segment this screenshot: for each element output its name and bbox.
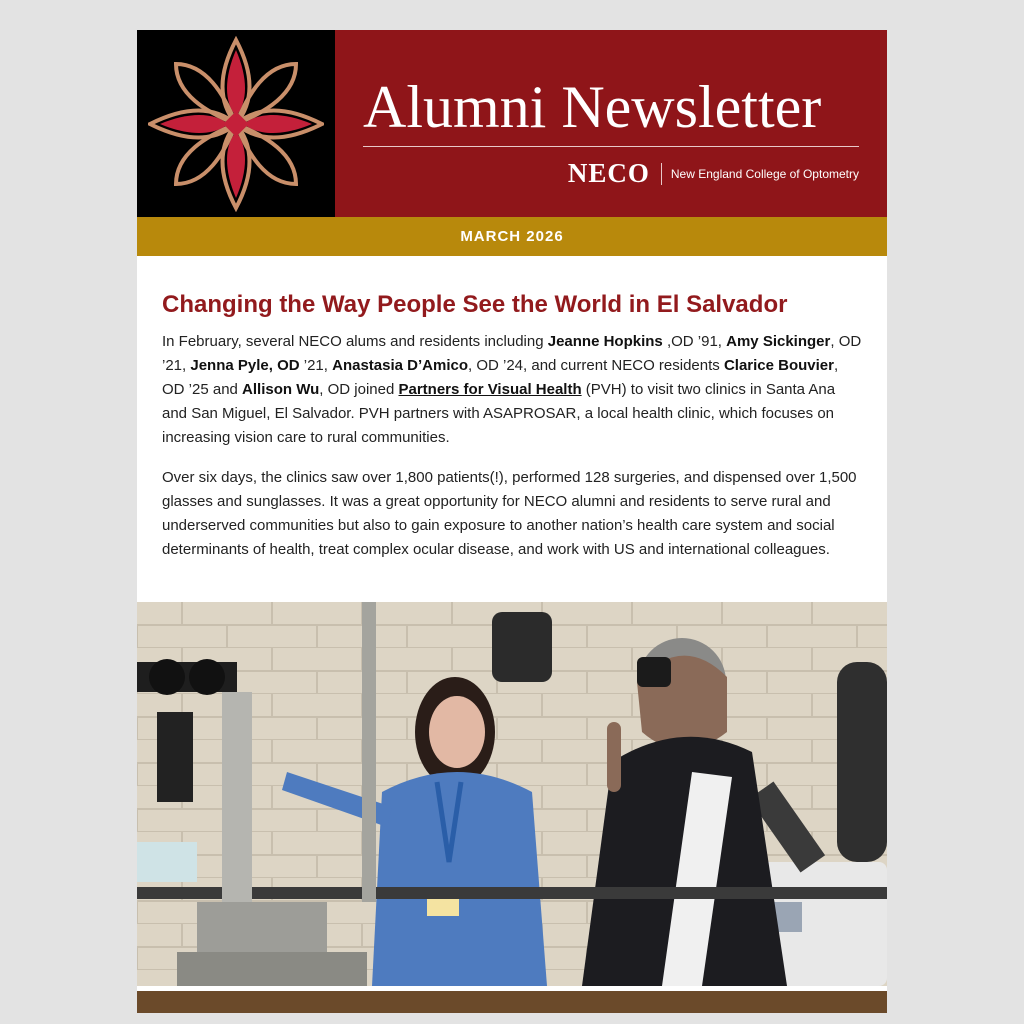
brand-full-name: New England College of Optometry: [670, 166, 859, 181]
newsletter-header: [137, 30, 887, 217]
text-run: ,OD ’91,: [662, 333, 727, 350]
pvh-link[interactable]: Partners for Visual Health: [398, 381, 582, 398]
clinic-photo: [137, 602, 887, 986]
neco-emblem-icon: [148, 36, 324, 212]
text-run: , OD ’21,: [162, 333, 862, 374]
issue-date: MARCH 2026: [460, 228, 564, 245]
person-name: Jenna Pyle, OD: [190, 357, 300, 374]
issue-date-bar: [137, 217, 887, 256]
text-run: (PVH) to visit two clinics in Santa Ana and San Miguel, El Salvador. PVH partners with ASAPROSAR, a local health clinic, which focuses on increasing vision care to rural communities.: [162, 381, 836, 446]
article-paragraph-2: Over six days, the clinics saw over 1,800 patients(!), performed 128 surgeries, and dispensed over 1,500 glasses and sunglasses. It was a great opportunity for NECO alumni and residents to serve rural and underserved communities but also to gain exposure to another nation’s health care system and social determinants of health, treat complex ocular disease, and work with US and international colleagues.: [162, 469, 857, 558]
clinic-photo-illustration: [137, 602, 887, 986]
person-name: Clarice Bouvier: [723, 357, 834, 374]
text-run: , OD joined: [319, 381, 399, 398]
newsletter-title: Alumni Newsletter: [363, 74, 822, 140]
person-name: Amy Sickinger: [726, 333, 831, 350]
brand-divider: [661, 163, 662, 185]
text-run: In February, several NECO alums and residents including: [162, 333, 548, 350]
brand-short-name: NECO: [567, 158, 650, 188]
neco-logo: [137, 30, 335, 217]
article-paragraph-1: [162, 330, 862, 450]
person-name: Allison Wu: [242, 381, 320, 398]
text-run: , OD ’24, and current NECO residents: [468, 357, 724, 374]
text-run: , OD ’25 and: [162, 357, 839, 398]
article-headline: Changing the Way People See the World in El Salvador: [162, 291, 788, 318]
article: [137, 256, 887, 602]
next-photo-strip: [137, 986, 887, 1013]
newsletter-container: [137, 30, 887, 1013]
person-name: Jeanne Hopkins: [547, 333, 663, 350]
title-banner: [335, 30, 887, 217]
person-name: Anastasia D’Amico: [332, 357, 468, 374]
text-run: ’21,: [299, 357, 333, 374]
brand-lockup: [568, 158, 859, 189]
title-divider: [363, 146, 859, 147]
